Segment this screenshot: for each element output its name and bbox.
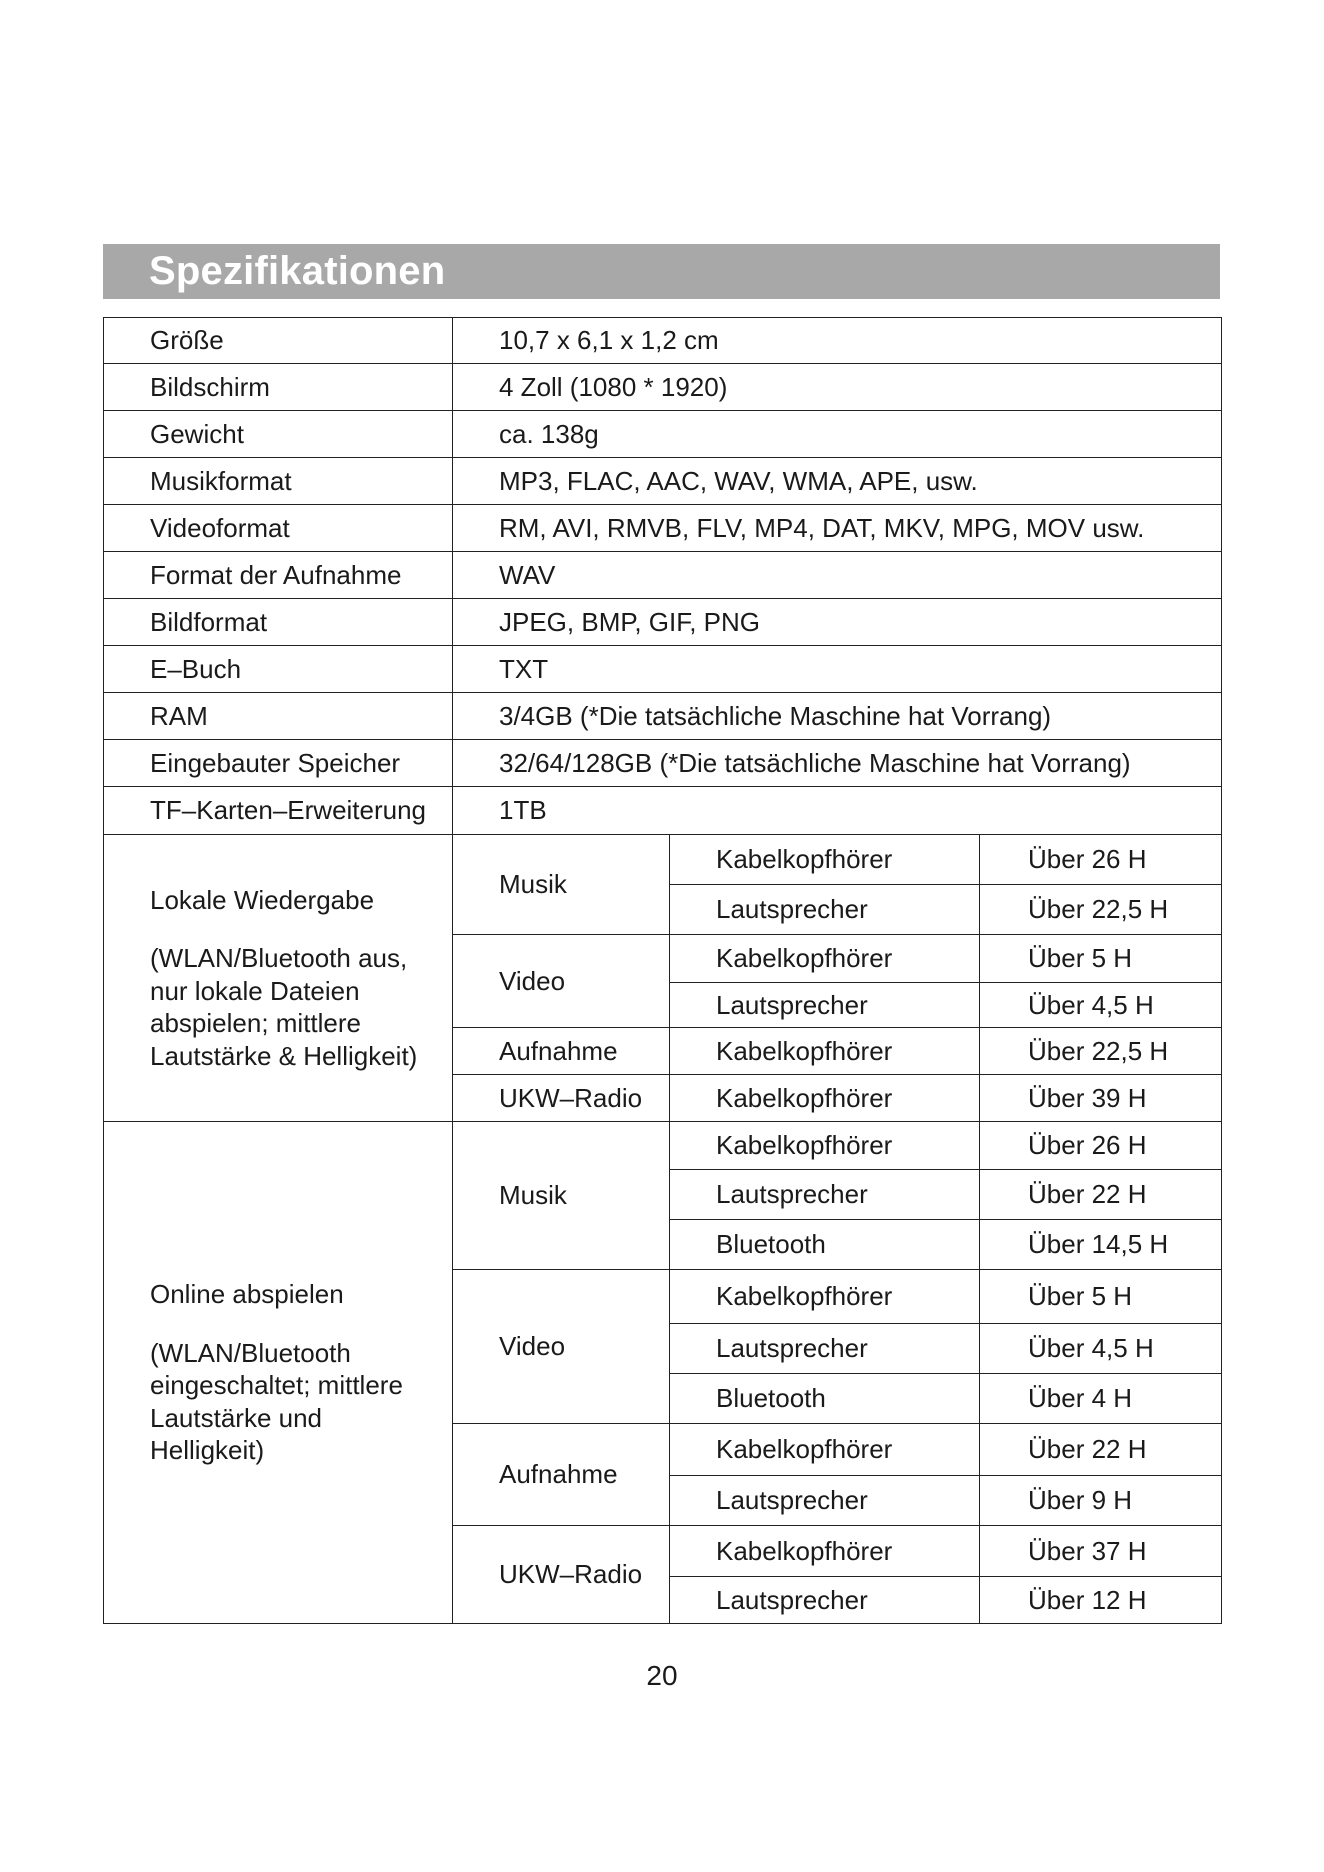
- spec-value: MP3, FLAC, AAC, WAV, WMA, APE, usw.: [453, 458, 1222, 505]
- spec-row: [104, 693, 1222, 740]
- spec-label: TF–Karten–Erweiterung: [104, 787, 453, 835]
- spec-label: Videoformat: [104, 505, 453, 552]
- playback-output: Kabelkopfhörer: [670, 935, 980, 983]
- playback-output: Kabelkopfhörer: [670, 1270, 980, 1324]
- playback-mode: Video: [453, 935, 670, 1028]
- playback-time: Über 5 H: [980, 935, 1222, 983]
- playback-output: Lautsprecher: [670, 1170, 980, 1220]
- playback-output: Kabelkopfhörer: [670, 1424, 980, 1476]
- spec-label: Bildschirm: [104, 364, 453, 411]
- spec-value: 10,7 x 6,1 x 1,2 cm: [453, 318, 1222, 364]
- playback-time: Über 5 H: [980, 1270, 1222, 1324]
- playback-time: Über 14,5 H: [980, 1220, 1222, 1270]
- spec-value: 3/4GB (*Die tatsächliche Maschine hat Vorrang): [453, 693, 1222, 740]
- spec-row: [104, 599, 1222, 646]
- playback-output: Lautsprecher: [670, 1577, 980, 1624]
- spec-row: [104, 505, 1222, 552]
- spec-label: Musikformat: [104, 458, 453, 505]
- playback-output: Kabelkopfhörer: [670, 1122, 980, 1170]
- online-playback-cell: [104, 1122, 453, 1624]
- spec-label: Gewicht: [104, 411, 453, 458]
- playback-time: Über 26 H: [980, 1122, 1222, 1170]
- spec-value: ca. 138g: [453, 411, 1222, 458]
- playback-mode: UKW–Radio: [453, 1526, 670, 1624]
- section-title: Spezifikationen: [103, 244, 1220, 299]
- playback-group-note: (WLAN/Bluetooth eingeschaltet; mittlere Lautstärke und Helligkeit): [150, 1337, 403, 1466]
- playback-time: Über 4,5 H: [980, 983, 1222, 1028]
- spec-value: RM, AVI, RMVB, FLV, MP4, DAT, MKV, MPG, MOV usw.: [453, 505, 1222, 552]
- spec-value: 1TB: [453, 787, 1222, 835]
- playback-time: Über 22 H: [980, 1424, 1222, 1476]
- playback-time: Über 26 H: [980, 835, 1222, 885]
- playback-row: [104, 1122, 1222, 1170]
- playback-output: Bluetooth: [670, 1374, 980, 1424]
- spec-value: TXT: [453, 646, 1222, 693]
- playback-time: Über 12 H: [980, 1577, 1222, 1624]
- spec-value: WAV: [453, 552, 1222, 599]
- playback-time: Über 22,5 H: [980, 1028, 1222, 1075]
- playback-time: Über 22,5 H: [980, 885, 1222, 935]
- playback-mode: Video: [453, 1270, 670, 1424]
- playback-group-title: Online abspielen: [150, 1279, 344, 1310]
- spec-label: Größe: [104, 318, 453, 364]
- playback-output: Kabelkopfhörer: [670, 835, 980, 885]
- spec-row: [104, 458, 1222, 505]
- spec-label: Eingebauter Speicher: [104, 740, 453, 787]
- playback-output: Lautsprecher: [670, 885, 980, 935]
- spec-row: [104, 552, 1222, 599]
- spec-row: [104, 646, 1222, 693]
- spec-label: Bildformat: [104, 599, 453, 646]
- spec-row: [104, 787, 1222, 835]
- playback-output: Kabelkopfhörer: [670, 1028, 980, 1075]
- spec-value: JPEG, BMP, GIF, PNG: [453, 599, 1222, 646]
- playback-time: Über 39 H: [980, 1075, 1222, 1122]
- playback-time: Über 9 H: [980, 1476, 1222, 1526]
- spec-label: E–Buch: [104, 646, 453, 693]
- playback-mode: Musik: [453, 835, 670, 935]
- playback-mode: UKW–Radio: [453, 1075, 670, 1122]
- playback-time: Über 4,5 H: [980, 1324, 1222, 1374]
- spec-value: 32/64/128GB (*Die tatsächliche Maschine hat Vorrang): [453, 740, 1222, 787]
- spec-label: Format der Aufnahme: [104, 552, 453, 599]
- playback-time: Über 37 H: [980, 1526, 1222, 1577]
- playback-output: Kabelkopfhörer: [670, 1526, 980, 1577]
- playback-output: Lautsprecher: [670, 983, 980, 1028]
- playback-output: Lautsprecher: [670, 1324, 980, 1374]
- spec-table-body: [104, 318, 1222, 1624]
- playback-time: Über 22 H: [980, 1170, 1222, 1220]
- spec-label: RAM: [104, 693, 453, 740]
- spec-row: [104, 411, 1222, 458]
- playback-time: Über 4 H: [980, 1374, 1222, 1424]
- spec-row: [104, 364, 1222, 411]
- playback-output: Kabelkopfhörer: [670, 1075, 980, 1122]
- playback-group-title: Lokale Wiedergabe: [150, 884, 375, 915]
- playback-mode: Aufnahme: [453, 1028, 670, 1075]
- playback-output: Lautsprecher: [670, 1476, 980, 1526]
- page-number: 20: [646, 1660, 678, 1691]
- playback-output: Bluetooth: [670, 1220, 980, 1270]
- spec-row: [104, 318, 1222, 364]
- spec-row: [104, 740, 1222, 787]
- spec-table: [103, 317, 1222, 1624]
- playback-row: [104, 835, 1222, 885]
- local-playback-cell: [104, 835, 453, 1122]
- playback-mode: Musik: [453, 1122, 670, 1270]
- playback-mode: Aufnahme: [453, 1424, 670, 1526]
- spec-value: 4 Zoll (1080 * 1920): [453, 364, 1222, 411]
- playback-group-note: (WLAN/Bluetooth aus, nur lokale Dateien abspielen; mittlere Lautstärke & Helligkeit): [150, 943, 418, 1071]
